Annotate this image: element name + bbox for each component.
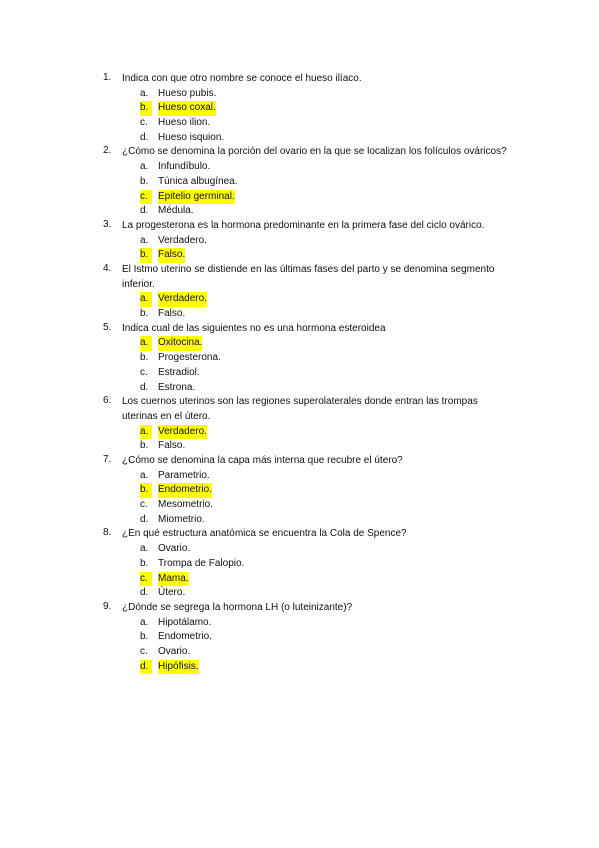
question-item (0, 219, 599, 234)
option-letter: b. (140, 175, 149, 187)
answer-option (0, 630, 599, 645)
question-item (0, 454, 599, 469)
option-letter: a. (140, 292, 152, 307)
question-text: Indica cual de las siguientes no es una hormona esteroidea (122, 322, 386, 334)
answer-option (0, 131, 599, 146)
option-text: Miometrio. (158, 513, 205, 525)
option-letter: a. (140, 616, 149, 628)
option-text: Parametrio. (158, 469, 210, 481)
question-text: Indica con que otro nombre se conoce el hueso ilíaco. (122, 73, 362, 84)
option-letter: b. (140, 101, 152, 116)
question-text: ¿En qué estructura anatómica se encuentra la Cola de Spence? (122, 528, 407, 540)
option-text: Hipotálamo. (158, 616, 212, 628)
option-letter: a. (140, 161, 149, 173)
option-text: Médula. (158, 205, 194, 217)
option-letter: a. (140, 543, 149, 555)
option-text: Hueso pubis. (158, 87, 217, 99)
answer-option (0, 616, 599, 631)
answer-option-highlighted (0, 336, 599, 351)
option-text: Estrona. (158, 381, 196, 393)
answer-option-highlighted (0, 101, 599, 116)
answer-option (0, 645, 599, 660)
option-text: Mama. (158, 572, 189, 587)
question-item (0, 72, 599, 87)
option-text: Hueso coxal. (158, 101, 216, 116)
answer-option (0, 469, 599, 484)
answer-option (0, 160, 599, 175)
option-letter: c. (140, 190, 152, 205)
answer-option (0, 557, 599, 572)
option-letter: a. (140, 336, 152, 351)
option-text: Oxitocina. (158, 336, 202, 351)
question-item (0, 601, 599, 616)
answer-option-highlighted (0, 483, 599, 498)
option-text: Ovario. (158, 543, 191, 555)
question-text: ¿Cómo se denomina la capa más interna que recubre el útero? (122, 455, 403, 466)
answer-option (0, 351, 599, 366)
option-text: Estradiol. (158, 366, 200, 378)
option-text: Hueso isquion. (158, 131, 225, 143)
answer-option (0, 175, 599, 190)
option-letter: c. (140, 645, 148, 657)
answer-option (0, 513, 599, 528)
option-text: Mesometrio. (158, 499, 214, 511)
question-item (0, 527, 599, 542)
option-text: Falso. (158, 440, 186, 452)
option-text: Hipófisis. (158, 660, 199, 675)
answer-option-highlighted (0, 292, 599, 307)
answer-option (0, 498, 599, 513)
option-text: Infundíbulo. (158, 161, 211, 173)
answer-option (0, 366, 599, 381)
option-letter: c. (140, 117, 148, 129)
answer-option (0, 234, 599, 249)
option-text: Hueso ilion. (158, 117, 211, 129)
option-text: Útero. (158, 587, 186, 599)
answer-option (0, 307, 599, 322)
option-text: Túnica albugínea. (158, 175, 238, 187)
option-text: Verdadero. (158, 234, 207, 246)
question-number: 5. (103, 321, 112, 333)
option-text: Falso. (158, 308, 186, 320)
question-item (0, 395, 599, 424)
option-letter: d. (140, 587, 149, 599)
option-text: Falso. (158, 248, 185, 263)
answer-option (0, 116, 599, 131)
option-letter: b. (140, 483, 152, 498)
question-number: 4. (103, 262, 112, 274)
question-number: 2. (103, 145, 112, 157)
option-letter: b. (140, 308, 149, 320)
option-letter: d. (140, 131, 149, 143)
answer-option (0, 586, 599, 601)
option-letter: c. (140, 499, 148, 511)
option-text: Trompa de Falopio. (158, 557, 245, 569)
question-text: Los cuernos uterinos son las regiones superolaterales donde entran las trompas uterinas en el útero. (122, 396, 478, 422)
answer-option (0, 381, 599, 396)
option-letter: a. (140, 234, 149, 246)
answer-option-highlighted (0, 660, 599, 675)
question-number: 9. (103, 600, 112, 612)
option-text: Progesterona. (158, 352, 221, 364)
option-letter: d. (140, 205, 149, 217)
option-text: Epitelio germinal. (158, 190, 235, 205)
option-letter: a. (140, 469, 149, 481)
option-letter: a. (140, 425, 152, 440)
option-letter: b. (140, 440, 149, 452)
option-text: Ovario. (158, 645, 191, 657)
option-letter: d. (140, 513, 149, 525)
answer-option (0, 87, 599, 102)
answer-option (0, 204, 599, 219)
answer-option-highlighted (0, 248, 599, 263)
question-item (0, 263, 599, 292)
option-letter: d. (140, 381, 149, 393)
option-letter: b. (140, 352, 149, 364)
question-number: 1. (103, 72, 112, 83)
option-letter: b. (140, 631, 149, 643)
answer-option-highlighted (0, 425, 599, 440)
question-item (0, 322, 599, 337)
question-text: El Istmo uterino se distiende en las últimas fases del parto y se denomina segmento inferior. (122, 263, 495, 290)
option-letter: a. (140, 87, 149, 99)
question-number: 7. (103, 454, 112, 465)
answer-option-highlighted (0, 190, 599, 205)
option-letter: c. (140, 572, 152, 587)
answer-option (0, 439, 599, 454)
answer-option (0, 542, 599, 557)
option-letter: c. (140, 366, 148, 378)
question-text: ¿Dónde se segrega la hormona LH (o luteinizante)? (122, 601, 353, 613)
question-list (0, 72, 599, 674)
question-number: 3. (103, 218, 112, 230)
option-text: Verdadero. (158, 425, 207, 440)
question-number: 6. (103, 395, 112, 407)
option-text: Verdadero. (158, 292, 207, 307)
option-text: Endometrio. (158, 631, 212, 643)
question-item (0, 145, 599, 160)
question-number: 8. (103, 527, 112, 539)
question-text: ¿Cómo se denomina la porción del ovario en la que se localizan los folículos ováricos? (122, 146, 507, 158)
question-text: La progesterona es la hormona predominante en la primera fase del ciclo ovárico. (122, 219, 485, 231)
option-letter: b. (140, 248, 152, 263)
option-text: Endometrio. (158, 483, 212, 498)
option-letter: d. (140, 660, 152, 675)
answer-option-highlighted (0, 572, 599, 587)
option-letter: b. (140, 557, 149, 569)
